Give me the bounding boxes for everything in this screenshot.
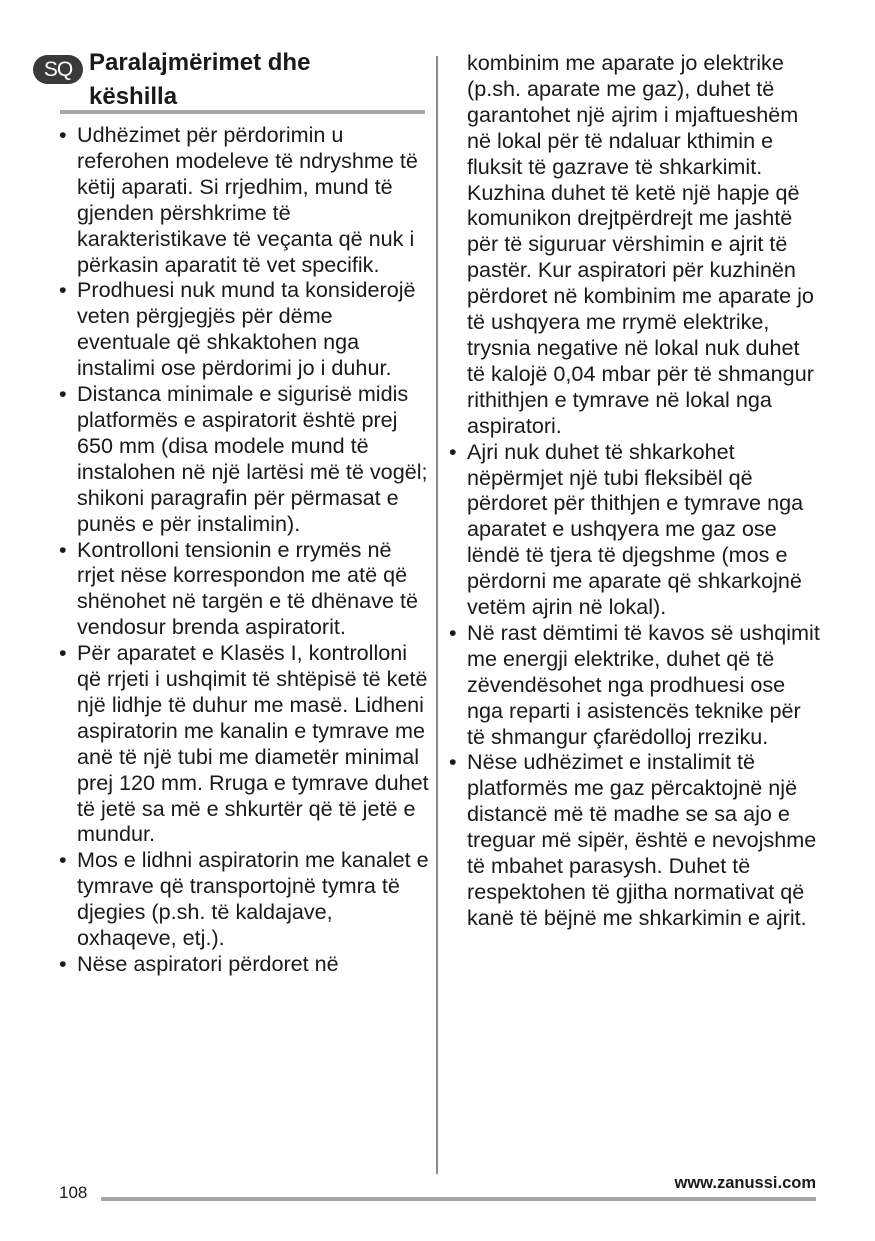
section-title: Paralajmërimet dhe këshilla — [89, 49, 311, 110]
list-item: • Kontrolloni tensionin e rrymës në rrjet nëse korrespondon me atë që shënohet në targën e të dhënave të vendosur brenda aspiratorit. — [59, 537, 431, 641]
page-number: 108 — [59, 1183, 88, 1202]
language-badge: SQ — [33, 55, 83, 84]
list-item-continuation: kombinim me aparate jo elektrike (p.sh. aparate me gaz), duhet të garantohet një ajrim i mjaftueshëm në lokal për të ndaluar kthimin e fluksit të gazrave të shkarkimit. Kuzhina duhet të ketë një hapje që komunikon drejtpërdrejt me jashtë për të siguruar vërshimin e ajrit të pastër. Kur aspiratori për kuzhinën përdoret në kombinim me aparate jo të ushqyera me rrymë elektrike, trysnia negative në lokal nuk duhet të kalojë 0,04 mbar për të shmangur rithithjen e tymrave në lokal nga aspiratori. — [467, 50, 814, 438]
list-item: • Nëse aspiratori përdoret në — [59, 951, 431, 977]
website-url: www.zanussi.com — [674, 1174, 816, 1192]
list-item: • Mos e lidhni aspiratorin me kanalet e tymrave që transportojnë tymra të djegies (p.sh. të kaldajave, oxhaqeve, etj.). — [59, 847, 431, 951]
right-column — [449, 50, 821, 931]
list-item: • Distanca minimale e sigurisë midis platformës e aspiratorit është prej 650 mm (disa modele mund të instalohen në një lartësi më të vogël; shikoni paragrafin për përmasat e punës e për instalimin). — [59, 381, 431, 536]
title-underline — [60, 110, 425, 114]
footer-rule — [101, 1197, 816, 1201]
column-divider — [436, 56, 438, 1174]
list-item: • Në rast dëmtimi të kavos së ushqimit me energji elektrike, duhet që të zëvendësohet nga prodhuesi ose nga reparti i asistencës teknike për të shmangur çfarëdolloj rreziku. — [449, 620, 821, 750]
left-column — [59, 122, 431, 977]
list-item: • Nëse udhëzimet e instalimit të platformës me gaz përcaktojnë një distancë më të madhe se sa ajo e treguar më sipër, është e nevojshme të mbahet parasysh. Duhet të respektohen të gjitha normativat që kanë të bëjnë me shkarkimin e ajrit. — [449, 749, 821, 930]
list-item: • Prodhuesi nuk mund ta konsiderojë veten përgjegjës për dëme eventuale që shkaktohen nga instalimi ose përdorimi jo i duhur. — [59, 277, 431, 381]
list-item: • Ajri nuk duhet të shkarkohet nëpërmjet një tubi fleksibël që përdoret për thithjen e tymrave nga aparatet e ushqyera me gaz ose lëndë të tjera të djegshme (mos e përdorni me aparate që shkarkojnë vetëm ajrin në lokal). — [449, 439, 821, 620]
list-item: • Për aparatet e Klasës I, kontrolloni që rrjeti i ushqimit të shtëpisë të ketë një lidhje të duhur me masë. Lidheni aspiratorin me kanalin e tymrave me anë të një tubi me diametër minimal prej 120 mm. Rruga e tymrave duhet të jetë sa më e shkurtër që të jetë e mundur. — [59, 640, 431, 847]
list-item: • Udhëzimet për përdorimin u referohen modeleve të ndryshme të këtij aparati. Si rrjedhim, mund të gjenden përshkrime të karakteristikave të veçanta që nuk i përkasin aparatit të vet specifik. — [59, 122, 431, 277]
